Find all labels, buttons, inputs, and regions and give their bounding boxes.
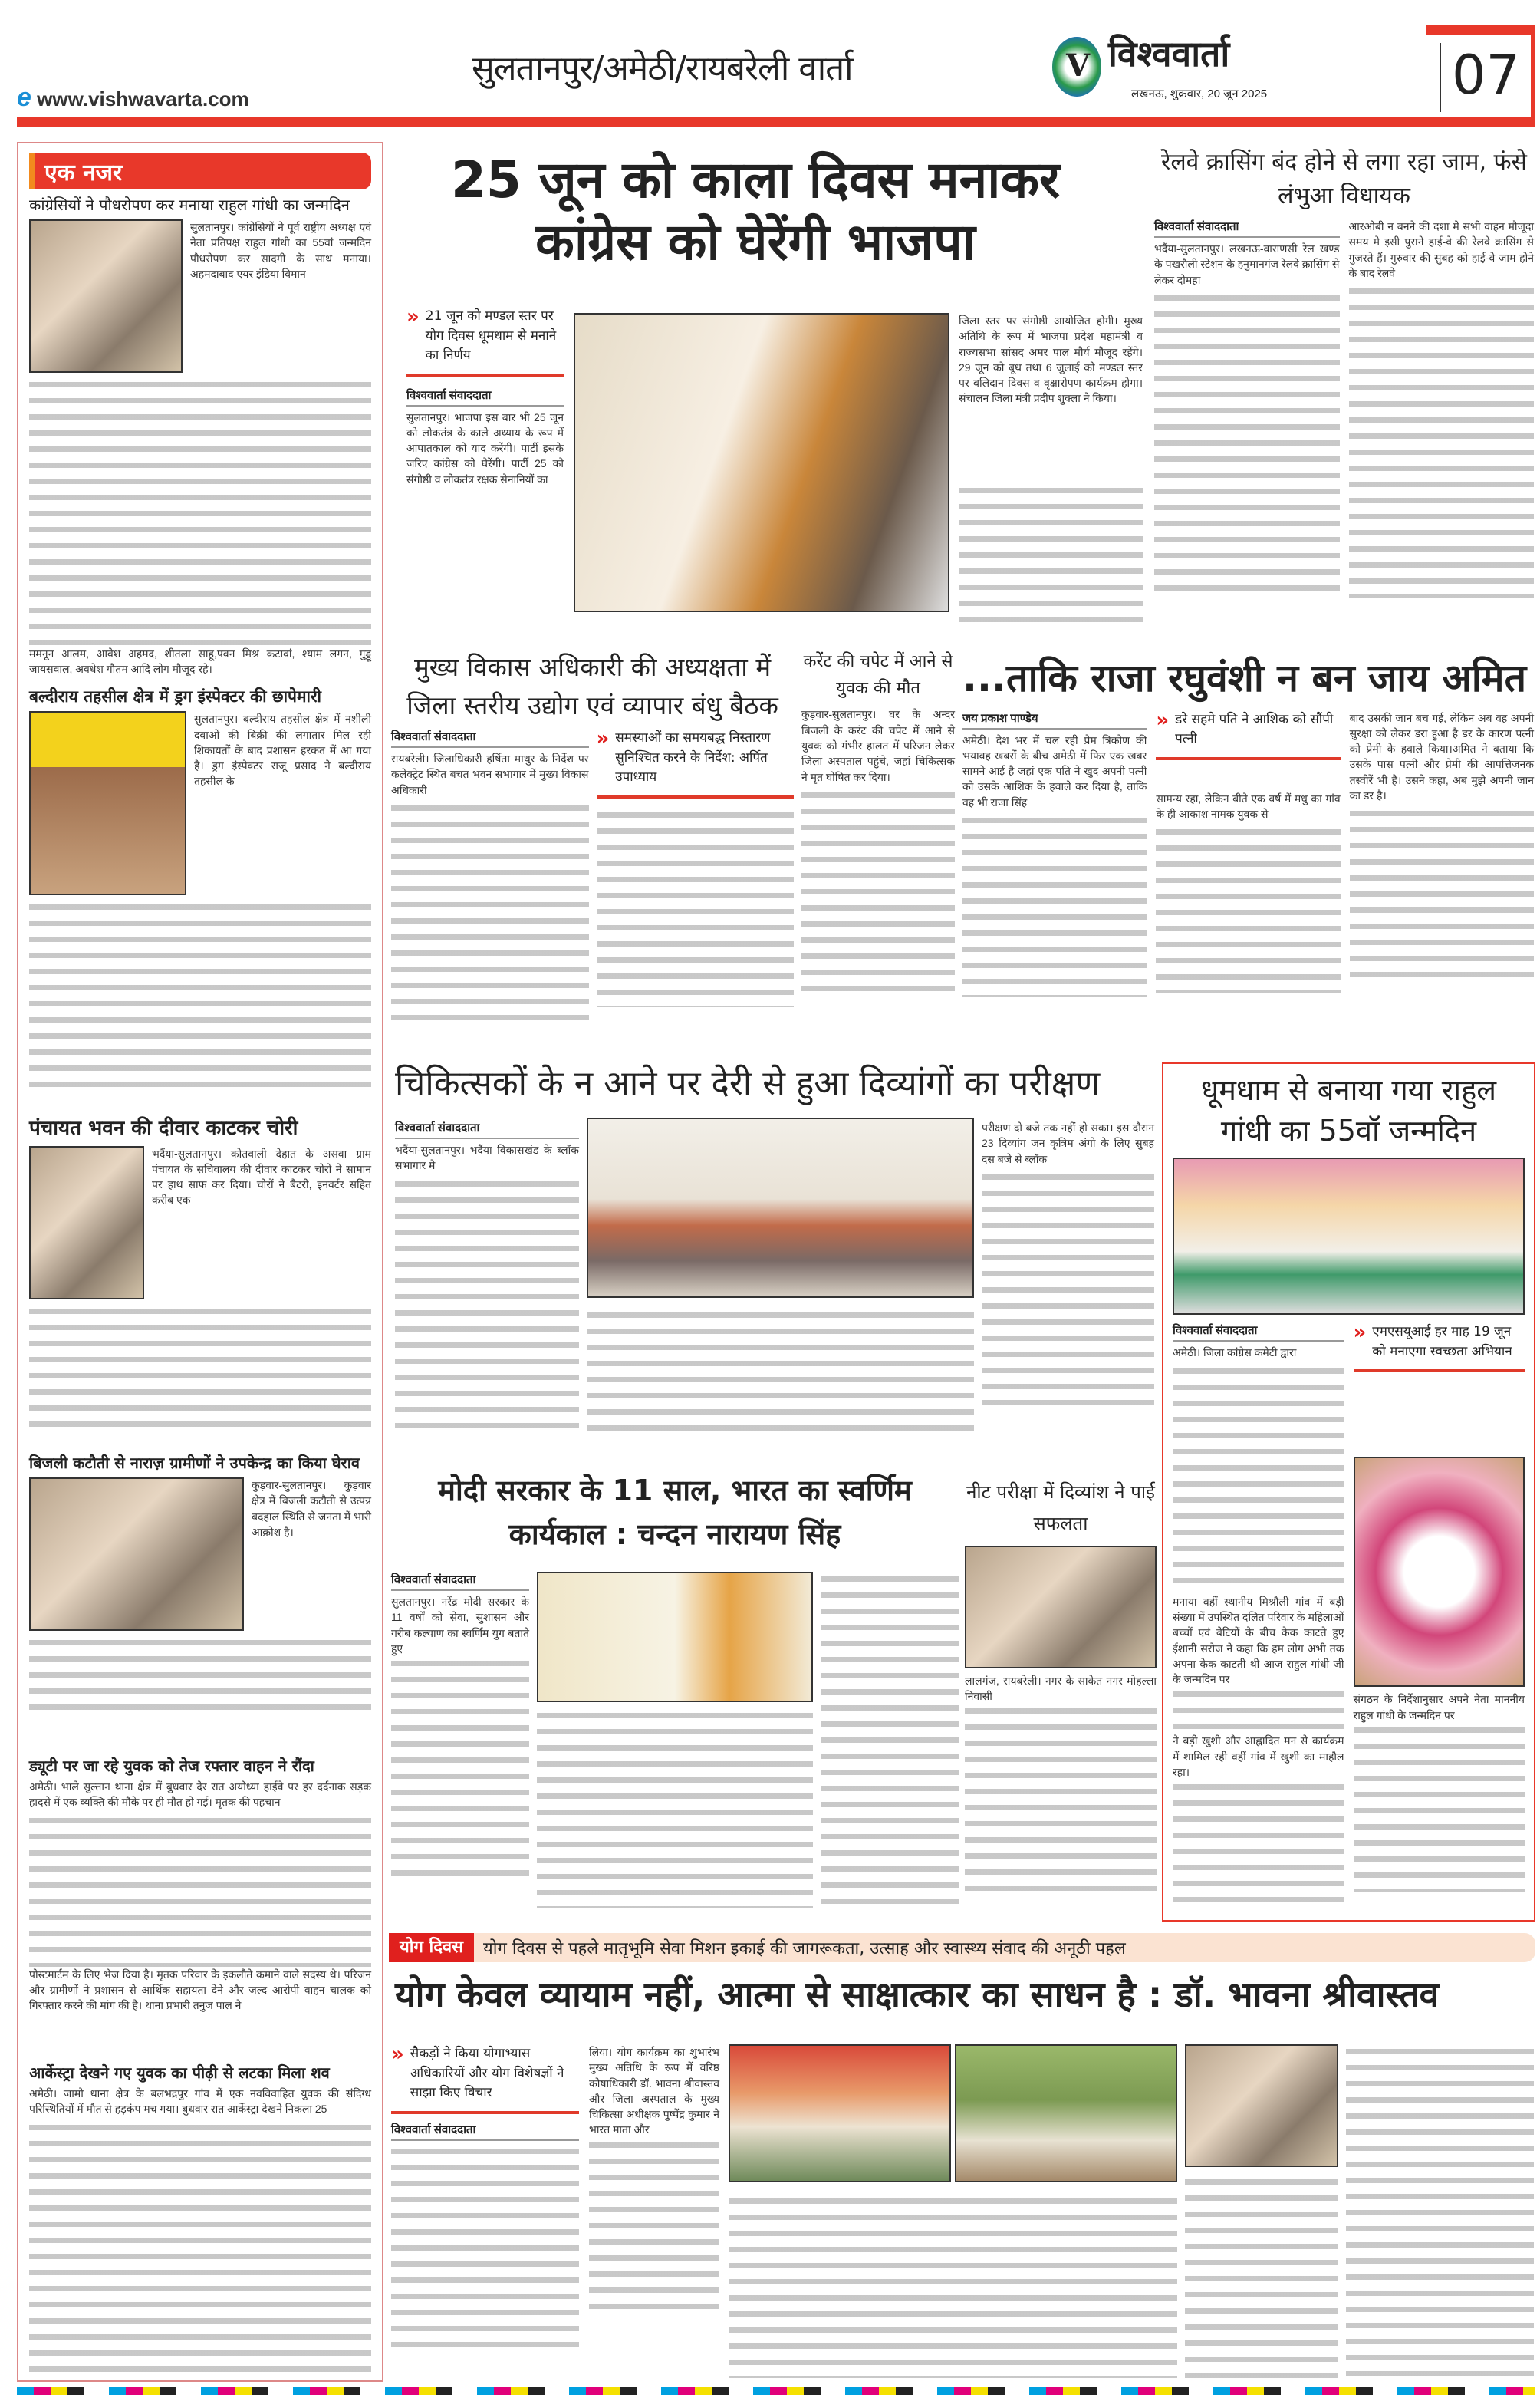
print-registration-strip — [17, 2387, 1535, 2395]
story-lede: अमेठी। देश भर में चल रही प्रेम त्रिकोण की भयावह खबरों के बीच अमेठी में फिर एक खबर सामने आई है जहां एक पति ने खुद अपनी पत्नी को उसके आशिक के हवाले कर दिया है, ताकि वह भी राजा सिंह — [962, 733, 1147, 809]
story-lede: भदैंया-सुलतानपुर। लखनऊ-वाराणसी रेल खण्ड के पखरौली स्टेशन के हनुमानगंज रेलवे क्रासिंग से लेकर दोमहा — [1154, 242, 1340, 286]
raja-subheadline: » डरे सहमे पति ने आशिक को सौंपी पत्नी — [1156, 710, 1340, 760]
text-filler — [1185, 2175, 1338, 2378]
text-filler — [29, 1304, 371, 1427]
story-title: ड्यूटी पर जा रहे युवक को तेज रफ्तार वाहन ने रौंदा — [29, 1757, 314, 1775]
story-column: लिया। योग कार्यक्रम का शुभारंभ मुख्य अतिथि के रूप में वरिष्ठ कोषाधिकारी डॉ. भावना श्रीवास्तव और जिला अस्पताल के मुख्य चिकित्सा अधीक्षक पुष्पेंद्र कुमार ने भारत माता और — [589, 2046, 719, 2136]
story-title: धूमधाम से बनाया गया राहुल गांधी का 55वॉ जन्मदिन — [1200, 1073, 1497, 1148]
lead-photo — [574, 313, 949, 612]
story-photo — [29, 1146, 144, 1299]
story-photo — [29, 711, 186, 895]
story-lede: लालगंज, रायबरेली। नगर के साकेत नगर मोहल्ला निवासी — [965, 1674, 1157, 1702]
text-filler — [395, 1177, 579, 1430]
story-neet-success — [965, 1461, 1157, 1922]
text-filler — [29, 1635, 371, 1720]
ek-nazar-banner: एक नजर — [29, 153, 371, 189]
brand-name: विश्ववार्ता — [1108, 33, 1230, 74]
section-title: सुलतानपुर/अमेठी/रायबरेली वार्ता — [472, 49, 853, 88]
story-title: नीट परीक्षा में दिव्यांश ने पाई सफलता — [966, 1481, 1155, 1534]
story-cdo-meeting — [391, 648, 794, 1051]
text-filler — [537, 1708, 813, 1908]
story-tail: पोस्टमार्टम के लिए भेज दिया है। मृतक परिवार के इकलौते कमाने वाले सदस्य थे। परिजन और ग्रामीणों ने प्रशासन से आर्थिक सहायता देने और जल्द आरोपी वाहन चालक को गिरफ्तार करने की मांग की है। थाना प्रभारी तनुज पाल ने — [29, 1968, 371, 2012]
chevron-icon: » — [1353, 1321, 1367, 1345]
text-filler — [587, 1308, 974, 1438]
header-rule — [17, 117, 1535, 127]
text-filler — [29, 1813, 371, 1967]
byline: विश्ववार्ता संवाददाता — [391, 2122, 579, 2141]
story-title: चिकित्सकों के न आने पर देरी से हुआ दिव्यांगों का परीक्षण — [395, 1064, 1101, 1103]
story-lede: कुड़वार-सुलतानपुर। घर के अन्दर बिजली के करंट की चपेट में आने से युवक को गंभीर हालत में परिजन लेकर जिला अस्पताल पहुंचे, जहां चिकित्सक ने मृत घोषित कर दिया। — [801, 708, 955, 783]
story-raja-raghuvanshi — [962, 648, 1534, 1051]
text-filler — [589, 2138, 719, 2314]
story-column: सामन्य रहा, लेकिन बीते एक वर्ष में मधु का गांव के ही आकाश नामक युवक से — [1156, 792, 1341, 820]
story-lede: अमेठी। जामो थाना क्षेत्र के बलभद्रपुर गांव में एक नवविवाहित युवक की संदिग्ध परिस्थितियों में मौत से हड़कंप मच गया। बुधवार रात आर्केस्ट्रा देखने निकला 25 — [29, 2087, 371, 2116]
text-filler — [801, 788, 955, 995]
story-photo — [29, 219, 183, 373]
yoga-photo-2 — [955, 2044, 1177, 2182]
text-filler — [982, 1170, 1154, 1415]
story-title: कांग्रेसियों ने पौधरोपण कर मनाया राहुल गांधी का जन्मदिन — [29, 196, 350, 214]
text-filler — [1349, 284, 1535, 598]
story-title: रेलवे क्रासिंग बंद होने से लगा रहा जाम, फंसे लंभुआ विधायक — [1161, 149, 1527, 209]
story-title: मुख्य विकास अधिकारी की अध्यक्षता में जिला स्तरीय उद्योग एवं व्यापार बंधु बैठक — [406, 652, 778, 720]
story-congress-plantation — [29, 196, 371, 687]
chevron-icon: » — [1156, 708, 1170, 732]
byline: विश्ववार्ता संवाददाता — [391, 1572, 529, 1591]
lead-subheadline: » 21 जून को मण्डल स्तर पर योग दिवस धूमधाम से मनाने का निर्णय — [406, 307, 564, 377]
page-number-divider — [1440, 43, 1441, 112]
story-lede: कुड़वार-सुलतानपुर। कुड़वार क्षेत्र में बिजली कटौती से उत्पन्न बदहाल स्थिति से जनता में भारी आक्रोश है। — [252, 1479, 371, 1538]
story-drug-inspector — [29, 687, 371, 1116]
story-title: पंचायत भवन की दीवार काटकर चोरी — [29, 1117, 298, 1140]
cake-photo — [1354, 1457, 1525, 1687]
story-column: संगठन के निर्देशानुसार अपने नेता माननीय राहुल गांधी के जन्मदिन पर — [1353, 1693, 1525, 1721]
story-current-death — [801, 648, 955, 1051]
story-column: परीक्षण दो बजे तक नहीं हो सका। इस दौरान 23 दिव्यांग जन कृत्रिम अंगो के लिए सुबह दस बजे से ब्लॉक — [982, 1121, 1154, 1165]
yoga-tag: योग दिवस — [389, 1933, 474, 1962]
website-url[interactable]: e www.vishwavarta.com — [17, 83, 249, 112]
story-column: आरओबी न बनने की दशा मे सभी वाहन मौजूदा समय मे इसी पुराने हाई-वे की रेलवे क्रासिंग से गुजरते हैं। गुरुवार की सुबह को हाई-वे जाम होने के बाद रेलवे — [1348, 220, 1534, 279]
story-column: मनाया वहीं स्थानीय मिश्रौली गांव में बड़ी संख्या में उपस्थित दलित परिवार के महिलाओं बच्चों एवं बेटियों के बीच केक काटते हुए ईशानी सरोज ने कहा कि हम लोग अभी तक अपना केक काटती थी आज राहुल गांधी जी के जन्मदिन पर — [1173, 1595, 1344, 1686]
yoga-subheadline: » सैकड़ों ने किया योगाभ्यास अधिकारियों और योग विशेषज्ञों ने साझा किए विचार — [391, 2044, 579, 2114]
story-lede: भदैंया-सुलतानपुर। भदैंया विकासखंड के ब्लॉक सभागार मे — [395, 1144, 579, 1172]
story-title: बिजली कटौती से नाराज़ ग्रामीणों ने उपकेन्द्र का किया घेराव — [29, 1454, 360, 1472]
rahul-photo — [1173, 1158, 1525, 1315]
chevron-icon: » — [391, 2043, 404, 2066]
divyang-photo — [587, 1118, 974, 1298]
neet-photo — [965, 1546, 1157, 1668]
story-lede: सुलतानपुर। बल्दीराय तहसील क्षेत्र में नशीली दवाओं की बिक्री की लगातार मिल रही शिकायतों के बाद प्रशासन हरकत में आ गया है। ड्रग इंस्पेक्टर राजू प्रसाद ने बल्दीराय तहसील के — [194, 713, 371, 788]
byline: जय प्रकाश पाण्डेय — [962, 710, 1147, 730]
story-power-cut-protest — [29, 1454, 371, 1757]
lead-headline: 25 जून को काला दिवस मनाकर कांग्रेस को घेरेंगी भाजपा — [450, 150, 1061, 272]
text-filler — [597, 808, 795, 1007]
text-filler — [1346, 2044, 1534, 2378]
story-divyang-exam — [395, 1062, 1154, 1454]
story-lede: अमेठी। जिला कांग्रेस कमेटी द्वारा — [1173, 1346, 1297, 1359]
byline: विश्ववार्ता संवाददाता — [395, 1120, 579, 1139]
ek-nazar-column — [17, 142, 383, 2382]
story-lede: अमेठी। भाले सुल्तान थाना क्षेत्र में बुधवार देर रात अयोध्या हाईवे पर हर दर्दनाक सड़क हादसे में एक व्यक्ति की मौके पर ही मौत हो गई। मृतक की पहचान — [29, 1780, 371, 1809]
nsui-subheadline: » एमएसयूआई हर माह 19 जून को मनाएगा स्वच्छता अभियान — [1354, 1322, 1525, 1372]
text-filler — [29, 2120, 371, 2373]
story-modi-11-years — [391, 1461, 959, 1922]
story-column: ने बड़ी खुशी और आह्लादित मन से कार्यक्रम में शामिल रही वहीं गांव में खुशी का माहौल रहा। — [1173, 1734, 1344, 1779]
story-column: बाद उसकी जान बच गई, लेकिन अब वह अपनी सुरक्षा को लेकर डरा हुआ है डर के कारण पत्नी को प्रेमी के हवाले किया।अमित ने बताया कि उसके पास पत्नी और प्रेमी की आपत्तिजनक तस्वीरें भी है। उसने कहा, अब मुझे अपनी जान का डर है। — [1349, 711, 1534, 802]
yoga-banner-text: योग दिवस से पहले मातृभूमि सेवा मिशन इकाई की जागरूकता, उत्साह और स्वास्थ्य संवाद की अनूठी पहल — [483, 1939, 1126, 1958]
story-road-accident — [29, 1757, 371, 2063]
story-title: बल्दीराय तहसील क्षेत्र में ड्रग इंस्पेक्टर की छापेमारी — [29, 687, 321, 706]
page-number: 07 — [1452, 44, 1521, 107]
lead-column-text: जिला स्तर पर संगोष्ठी आयोजित होगी। मुख्य अतिथि के रूप में भाजपा प्रदेश महामंत्री व राज्यसभा सांसद अमर पाल मौर्य मौजूद रहेंगे। 29 जून को बूथ तथा 6 जुलाई को मण्डल स्तर पर बलिदान दिवस व वृक्षारोपण कार्यक्रम होगा। संचालन जिला मंत्री प्रदीप शुक्ला ने किया। — [959, 315, 1143, 405]
story-tail: ममनून आलम, आवेश अहमद, शीतला साहू,पवन मिश्र कटावां, श्याम लगन, गुड्डू जायसवाल, अवधेश गौतम आदि लोग मौजूद रहे। — [29, 647, 371, 676]
modi-photo — [537, 1572, 813, 1702]
story-photo — [29, 1477, 244, 1631]
browser-e-icon: e — [17, 83, 31, 112]
text-filler — [729, 2194, 1177, 2378]
yoga-photo-3 — [1185, 2044, 1338, 2167]
text-filler — [391, 1656, 529, 1879]
story-lede: सुलतानपुर। भाजपा इस बार भी 25 जून को लोकतंत्र के काले अध्याय के रूप में आपातकाल को याद करेंगी। पार्टी इसके जरिए कांग्रेस को घेरेंगी। पार्टी 25 को संगोष्ठी व लोकतंत्र रक्षक सेनानियों का — [406, 410, 564, 486]
text-filler — [962, 813, 1147, 997]
text-filler — [1154, 291, 1340, 598]
yoga-banner — [389, 1933, 1535, 1962]
text-filler — [29, 900, 371, 1092]
story-yoga — [391, 2044, 1534, 2382]
story-title: मोदी सरकार के 11 साल, भारत का स्वर्णिम कार्यकाल : चन्दन नारायण सिंह — [438, 1474, 912, 1551]
text-filler — [1173, 1687, 1344, 1733]
brand-logo-icon: V — [1052, 37, 1101, 97]
story-title: ...ताकि राजा रघुवंशी न बन जाय अमित — [962, 656, 1527, 700]
lead-story — [406, 307, 1143, 637]
yoga-headline: योग केवल व्यायाम नहीं, आत्मा से साक्षात्कार का साधन है : डॉ. भावना श्रीवास्तव — [395, 1974, 1440, 2015]
byline: विश्ववार्ता संवाददाता — [1173, 1322, 1344, 1342]
text-filler — [959, 483, 1143, 629]
story-lede: रायबरेली। जिलाधिकारी हर्षिता माथुर के निर्देश पर कलेक्ट्रेट स्थित बचत भवन सभागार में मुख्य विकास अधिकारी — [391, 753, 589, 796]
dateline: लखनऊ, शुक्रवार, 20 जून 2025 — [1131, 87, 1268, 100]
story-railway-crossing — [1154, 146, 1534, 637]
chevron-icon: » — [596, 727, 610, 750]
text-filler — [1173, 1780, 1344, 1902]
story-rahul-birthday — [1162, 1062, 1535, 1922]
text-filler — [965, 1704, 1157, 1895]
byline: विश्ववार्ता संवाददाता — [406, 387, 564, 407]
text-filler — [391, 2144, 579, 2351]
text-filler — [1156, 825, 1340, 993]
text-filler — [391, 801, 589, 1023]
story-title: करेंट की चपेट में आने से युवक की मौत — [803, 652, 953, 699]
byline: विश्ववार्ता संवाददाता — [1154, 219, 1340, 238]
text-filler — [29, 377, 371, 646]
cdo-subheadline: » समस्याओं का समयबद्ध निस्तारण सुनिश्चित करने के निर्देश: अर्पित उपाध्याय — [597, 729, 795, 799]
story-lede: भदैंया-सुलतानपुर। कोतवाली देहात के असवा ग्राम पंचायत के सचिवालय की दीवार काटकर चोरों ने सामान पर हाथ साफ कर दिया। चोरों ने बैटरी, इनवर्टर सहित करीब एक — [152, 1147, 371, 1207]
story-title: आर्केस्ट्रा देखने गए युवक का पीढ़ी से लटका मिला शव — [29, 2063, 330, 2082]
chevron-icon: » — [406, 305, 420, 328]
byline: विश्ववार्ता संवाददाता — [391, 729, 589, 748]
story-lede: सुलतानपुर। नरेंद्र मोदी सरकार के 11 वर्षों को सेवा, सुशासन और गरीब कल्याण का स्वर्णिम युग बताते हुए — [391, 1596, 529, 1655]
yoga-photo-1 — [729, 2044, 951, 2182]
story-orchestra-death — [29, 2063, 371, 2373]
story-lede: सुलतानपुर। कांग्रेसियों ने पूर्व राष्ट्रीय अध्यक्ष एवं नेता प्रतिपक्ष राहुल गांधी का 55वां जन्मदिन पौधरोपण कर सादगी के साथ मनाया। अहमदाबाद एयर इंडिया विमान — [190, 221, 371, 280]
text-filler — [1354, 1723, 1525, 1892]
story-panchayat-theft — [29, 1116, 371, 1454]
text-filler — [1350, 806, 1534, 983]
text-filler — [1173, 1364, 1344, 1594]
text-filler — [821, 1572, 959, 1909]
